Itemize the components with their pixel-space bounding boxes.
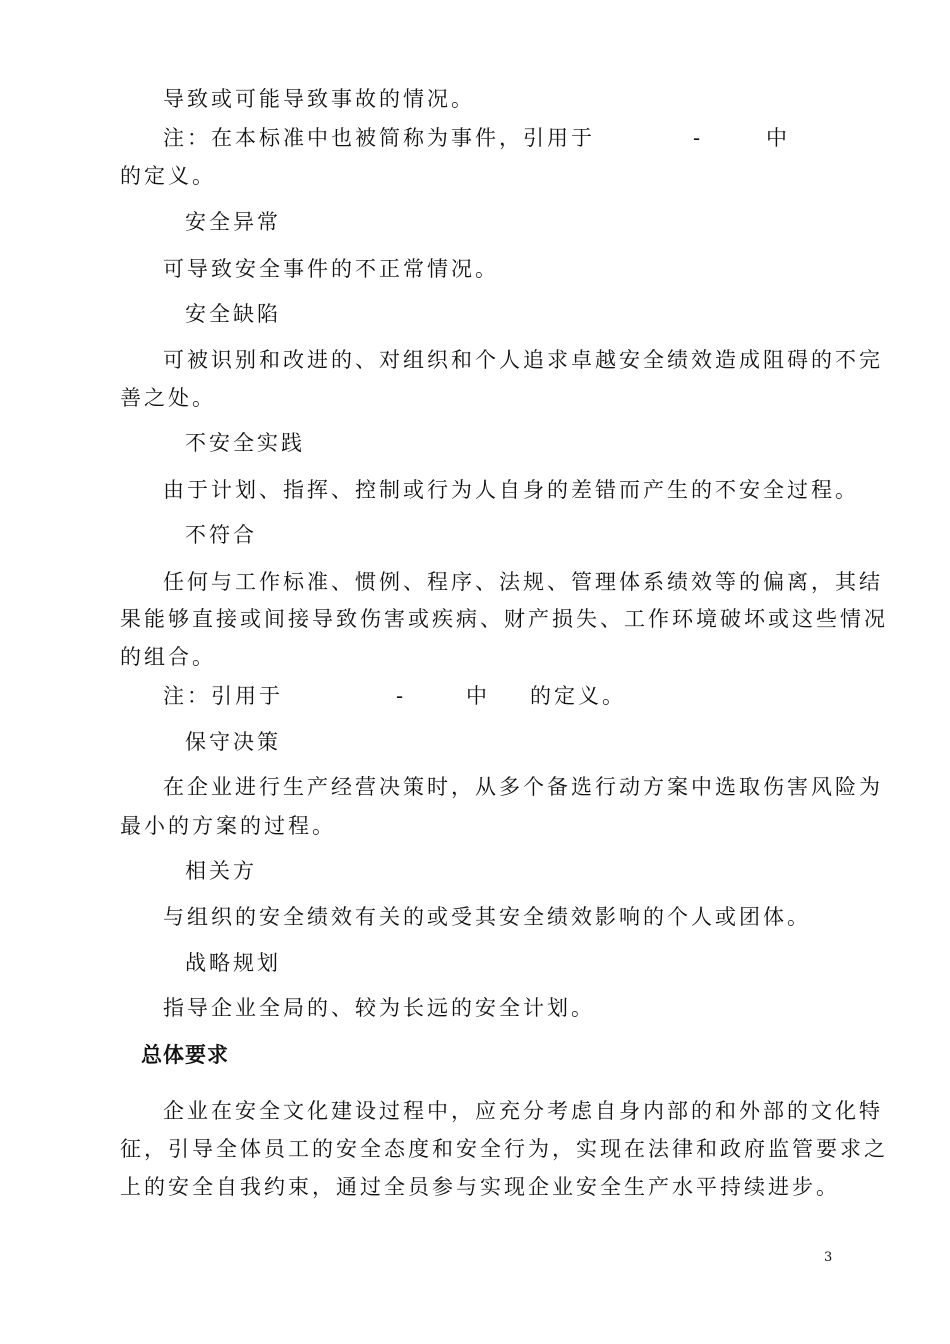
term-heading: 安全缺陷 xyxy=(185,302,281,326)
definition-text: 指导企业全局的、较为长远的安全计划。 xyxy=(163,996,595,1020)
note-text-end: 的定义。 xyxy=(530,684,626,708)
body-paragraph: 上的安全自我约束，通过全员参与实现企业安全生产水平持续进步。 xyxy=(120,1175,840,1199)
term-heading: 安全异常 xyxy=(185,210,281,234)
note-text: 注：在本标准中也被简称为事件，引用于 xyxy=(163,126,595,150)
section-heading: 总体要求 xyxy=(141,1043,229,1067)
term-heading: 保守决策 xyxy=(185,730,281,754)
note-text: 注：引用于 xyxy=(163,684,283,708)
note-text-zhong: 中 xyxy=(466,684,490,708)
body-paragraph: 征，引导全体员工的安全态度和安全行为，实现在法律和政府监管要求之 xyxy=(120,1137,888,1161)
definition-text: 由于计划、指挥、控制或行为人自身的差错而产生的不安全过程。 xyxy=(163,478,859,502)
definition-text: 的组合。 xyxy=(120,645,216,669)
definition-text: 最小的方案的过程。 xyxy=(120,814,336,838)
definition-text: 可被识别和改进的、对组织和个人追求卓越安全绩效造成阻碍的不完 xyxy=(163,348,883,372)
term-heading: 相关方 xyxy=(185,859,257,883)
definition-text: 导致或可能导致事故的情况。 xyxy=(163,87,475,111)
term-heading: 战略规划 xyxy=(185,951,281,975)
term-heading: 不符合 xyxy=(185,523,257,547)
definition-text: 与组织的安全绩效有关的或受其安全绩效影响的个人或团体。 xyxy=(163,905,811,929)
note-dash: - xyxy=(396,684,407,708)
body-paragraph: 企业在安全文化建设过程中，应充分考虑自身内部的和外部的文化特 xyxy=(163,1099,883,1123)
page-number: 3 xyxy=(824,1250,833,1265)
definition-text: 善之处。 xyxy=(120,386,216,410)
note-text-continued: 的定义。 xyxy=(120,164,216,188)
definition-text: 果能够直接或间接导致伤害或疾病、财产损失、工作环境破坏或这些情况 xyxy=(120,607,888,631)
note-dash: - xyxy=(693,126,704,150)
note-text-zhong: 中 xyxy=(766,126,790,150)
term-heading: 不安全实践 xyxy=(185,431,305,455)
definition-text: 在企业进行生产经营决策时，从多个备选行动方案中选取伤害风险为 xyxy=(163,775,883,799)
definition-text: 任何与工作标准、惯例、程序、法规、管理体系绩效等的偏离，其结 xyxy=(163,570,883,594)
definition-text: 可导致安全事件的不正常情况。 xyxy=(163,257,499,281)
